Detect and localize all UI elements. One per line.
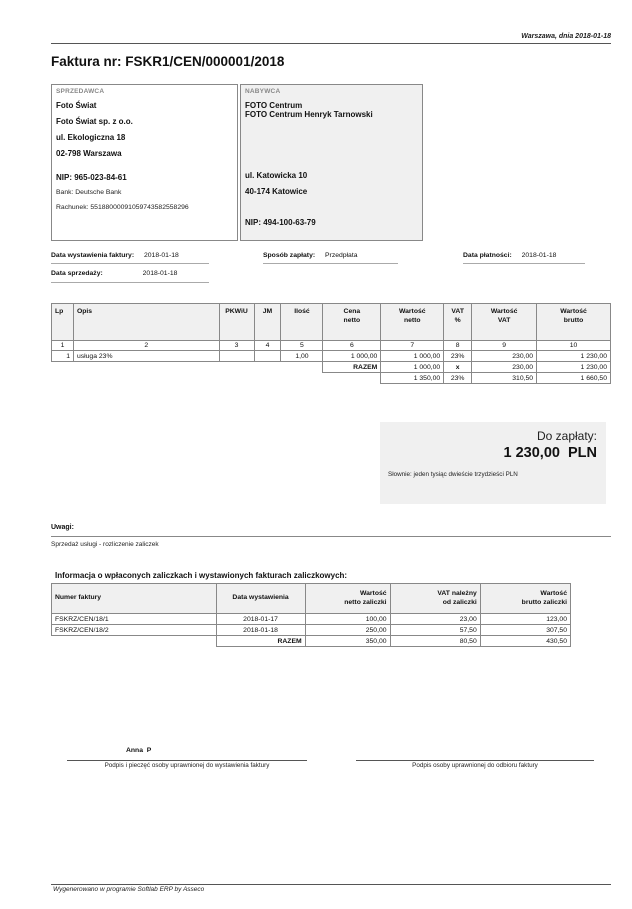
remarks-text: Sprzedaż usługi - rozliczenie zaliczek <box>51 541 159 548</box>
col-issue-date: Data wystawienia <box>216 584 305 614</box>
col-opis: Opis <box>73 304 219 341</box>
payment-box <box>380 422 606 504</box>
issuer-signature-caption: Podpis i pieczęć osoby uprawnionej do wystawienia faktury <box>104 762 270 769</box>
place-date: Warszawa, dnia 2018-01-18 <box>521 33 611 40</box>
buyer-city: 40-174 Katowice <box>245 187 308 196</box>
table-row <box>52 625 571 636</box>
cell-pkwiu <box>219 351 254 362</box>
sale-date-rule <box>51 282 209 283</box>
payment-date-label: Data płatności: <box>463 252 512 259</box>
cell-brutto: 123,00 <box>480 614 570 625</box>
col-num: 6 <box>323 341 381 351</box>
col-num: 2 <box>73 341 219 351</box>
total-wartosc-vat: 230,00 <box>472 362 537 373</box>
payment-method-rule <box>263 263 398 264</box>
sale-date-field <box>51 270 177 277</box>
col-cena-netto: Cena netto <box>323 304 381 341</box>
advances-title: Informacja o wpłaconych zaliczkach i wystawionych fakturach zaliczkowych: <box>55 571 348 580</box>
advances-total-netto: 350,00 <box>305 636 390 647</box>
total-wartosc-netto: 1 000,00 <box>381 362 444 373</box>
issue-date-value: 2018-01-18 <box>144 252 179 259</box>
col-netto: Wartość netto zaliczki <box>305 584 390 614</box>
items-table <box>51 303 611 384</box>
payment-date-value: 2018-01-18 <box>521 252 557 259</box>
col-num: 5 <box>281 341 323 351</box>
col-wartosc-brutto: Wartość brutto <box>537 304 611 341</box>
total-wartosc-brutto: 1 230,00 <box>537 362 611 373</box>
seller-name: Foto Świat <box>56 101 97 110</box>
cell-jm <box>254 351 281 362</box>
col-num: 10 <box>537 341 611 351</box>
col-brutto: Wartość brutto zaliczki <box>480 584 570 614</box>
cell-wartosc-vat: 230,00 <box>472 351 537 362</box>
issue-date-field <box>51 252 179 259</box>
issue-date-rule <box>51 263 209 264</box>
buyer-full-name: FOTO Centrum Henryk Tarnowski <box>245 110 373 119</box>
seller-street: ul. Ekologiczna 18 <box>56 133 126 142</box>
cell-vat-pct: 23% <box>444 351 472 362</box>
cell-netto: 100,00 <box>305 614 390 625</box>
col-vat-pct: VAT % <box>444 304 472 341</box>
summary-vat-pct: 23% <box>444 373 472 384</box>
col-lp: Lp <box>52 304 74 341</box>
summary-wartosc-vat: 310,50 <box>472 373 537 384</box>
advances-header-row <box>52 584 571 614</box>
col-num: 3 <box>219 341 254 351</box>
remarks-label: Uwagi: <box>51 524 74 531</box>
seller-city: 02-798 Warszawa <box>56 149 122 158</box>
summary-wartosc-netto: 1 350,00 <box>381 373 444 384</box>
advances-table <box>51 583 571 647</box>
advances-total-row <box>52 636 571 647</box>
advances-total-vat: 80,50 <box>390 636 480 647</box>
cell-opis: usługa 23% <box>73 351 219 362</box>
remarks-divider <box>51 536 611 537</box>
payment-date-rule <box>463 263 585 264</box>
seller-box <box>51 84 238 241</box>
advances-total-brutto: 430,50 <box>480 636 570 647</box>
payment-amount: 1 230,00 PLN <box>503 445 597 461</box>
payment-method-value: Przedpłata <box>325 252 358 259</box>
payment-method-label: Sposób zapłaty: <box>263 252 316 259</box>
issue-date-label: Data wystawienia faktury: <box>51 252 135 259</box>
col-wartosc-netto: Wartość netto <box>381 304 444 341</box>
col-num: 7 <box>381 341 444 351</box>
seller-nip: NIP: 965-023-84-61 <box>56 173 127 182</box>
cell-vat: 23,00 <box>390 614 480 625</box>
col-vat: VAT należny od zaliczki <box>390 584 480 614</box>
sale-date-label: Data sprzedaży: <box>51 270 103 277</box>
buyer-label: NABYWCA <box>245 88 281 95</box>
col-ilosc: Ilość <box>281 304 323 341</box>
buyer-street: ul. Katowicka 10 <box>245 171 308 180</box>
cell-cena-netto: 1 000,00 <box>323 351 381 362</box>
footer-divider <box>51 884 611 885</box>
receiver-signature-caption: Podpis osoby uprawnionej do odbioru faktury <box>412 762 538 769</box>
cell-ilosc: 1,00 <box>281 351 323 362</box>
issuer-name: Anna P <box>126 747 152 754</box>
col-wartosc-vat: Wartość VAT <box>472 304 537 341</box>
invoice-title: Faktura nr: FSKR1/CEN/000001/2018 <box>51 54 285 69</box>
col-num: 8 <box>444 341 472 351</box>
vat-summary-row <box>52 373 611 384</box>
payment-label: Do zapłaty: <box>536 429 597 443</box>
seller-label: SPRZEDAWCA <box>56 88 105 95</box>
receiver-signature-line <box>356 760 594 761</box>
cell-invoice-no: FSKRZ/CEN/18/2 <box>52 625 217 636</box>
buyer-box <box>240 84 423 241</box>
payment-in-words: Słownie: jeden tysiąc dwieście trzydzieści PLN <box>388 471 518 478</box>
items-header-row <box>52 304 611 341</box>
payment-method-field <box>263 252 358 259</box>
col-invoice-no: Numer faktury <box>52 584 217 614</box>
header-divider <box>51 43 611 44</box>
sale-date-value: 2018-01-18 <box>142 270 178 277</box>
col-num: 4 <box>254 341 281 351</box>
buyer-name: FOTO Centrum <box>245 101 303 110</box>
issuer-signature-line <box>67 760 307 761</box>
seller-bank: Bank: Deutsche Bank <box>56 189 122 196</box>
col-jm: JM <box>254 304 281 341</box>
cell-brutto: 307,50 <box>480 625 570 636</box>
cell-wartosc-brutto: 1 230,00 <box>537 351 611 362</box>
seller-account: Rachunek: 55188000091059743582558296 <box>56 204 189 211</box>
cell-lp: 1 <box>52 351 74 362</box>
cell-issue-date: 2018-01-18 <box>216 625 305 636</box>
table-row <box>52 614 571 625</box>
cell-invoice-no: FSKRZ/CEN/18/1 <box>52 614 217 625</box>
col-num: 9 <box>472 341 537 351</box>
advances-total-label: RAZEM <box>216 636 305 647</box>
payment-date-field <box>463 252 556 259</box>
footer-text: Wygenerowano w programie Softlab ERP by Asseco <box>53 886 205 893</box>
col-pkwiu: PKWiU <box>219 304 254 341</box>
cell-issue-date: 2018-01-17 <box>216 614 305 625</box>
total-row <box>52 362 611 373</box>
cell-vat: 57,50 <box>390 625 480 636</box>
total-vat-pct: x <box>444 362 472 373</box>
table-row <box>52 351 611 362</box>
seller-full-name: Foto Świat sp. z o.o. <box>56 117 133 126</box>
cell-netto: 250,00 <box>305 625 390 636</box>
cell-wartosc-netto: 1 000,00 <box>381 351 444 362</box>
col-num: 1 <box>52 341 74 351</box>
total-label: RAZEM <box>323 362 381 373</box>
summary-wartosc-brutto: 1 660,50 <box>537 373 611 384</box>
column-numbers-row <box>52 341 611 351</box>
buyer-nip: NIP: 494-100-63-79 <box>245 218 316 227</box>
